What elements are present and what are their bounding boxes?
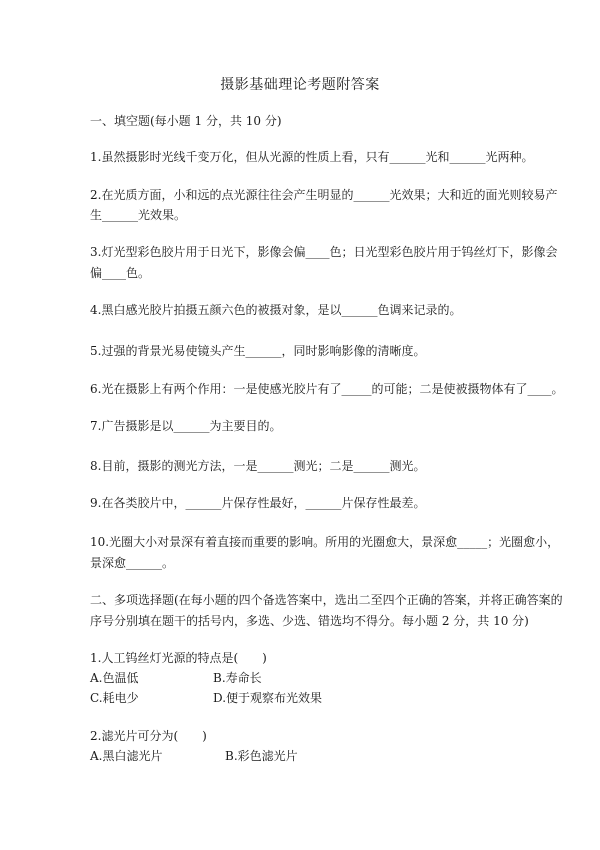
fill-question-10-line2: 景深愈______。 — [90, 556, 175, 570]
fill-question-1: 1.虽然摄影时光线千变万化，但从光源的性质上看，只有______光和______光两种。 — [90, 150, 534, 164]
fill-question-4: 4.黑白感光胶片拍摄五颜六色的被摄对象，是以______色调来记录的。 — [90, 303, 462, 317]
fill-question-3-line1: 3.灯光型彩色胶片用于日光下，影像会偏____色；日光型彩色胶片用于钨丝灯下，影像会 — [90, 245, 558, 259]
fill-question-2-line2: 生______光效果。 — [90, 208, 187, 222]
section2-heading-line2: 序号分别填在题干的括号内，多选、少选、错选均不得分。每小题 2 分，共 10 分) — [90, 614, 529, 628]
choice-question-1-option-a: A.色温低 — [90, 671, 139, 685]
choice-question-2-option-a: A.黑白滤光片 — [90, 749, 163, 763]
fill-question-5: 5.过强的背景光易使镜头产生______，同时影响影像的清晰度。 — [90, 344, 426, 358]
section2-heading-line1: 二、多项选择题(在每小题的四个备选答案中，选出二至四个正确的答案，并将正确答案的 — [90, 593, 563, 607]
fill-question-6: 6.光在摄影上有两个作用：一是使感光胶片有了_____的可能；二是使被摄物体有了____。 — [90, 382, 564, 396]
fill-question-2-line1: 2.在光质方面，小和远的点光源往往会产生明显的______光效果；大和近的面光则较易产 — [90, 188, 558, 202]
choice-question-2-option-b: B.彩色滤光片 — [225, 749, 298, 763]
fill-question-10-line1: 10.光圈大小对景深有着直接而重要的影响。所用的光圈愈大，景深愈_____；光圈愈小， — [90, 535, 560, 549]
section1-heading: 一、填空题(每小题 1 分，共 10 分) — [90, 114, 282, 128]
choice-question-1-option-c: C.耗电少 — [90, 691, 139, 705]
document-title: 摄影基础理论考题附答案 — [220, 77, 380, 93]
choice-question-2-stem: 2.滤光片可分为( ) — [90, 729, 207, 743]
choice-question-1-stem: 1.人工钨丝灯光源的特点是( ) — [90, 651, 267, 665]
choice-question-1-option-d: D.便于观察布光效果 — [213, 691, 323, 705]
fill-question-3-line2: 偏____色。 — [90, 266, 151, 280]
fill-question-7: 7.广告摄影是以______为主要目的。 — [90, 419, 282, 433]
fill-question-9: 9.在各类胶片中，______片保存性最好，______片保存性最差。 — [90, 496, 426, 510]
choice-question-1-option-b: B.寿命长 — [213, 671, 262, 685]
fill-question-8: 8.目前，摄影的测光方法，一是______测光；二是______测光。 — [90, 459, 426, 473]
